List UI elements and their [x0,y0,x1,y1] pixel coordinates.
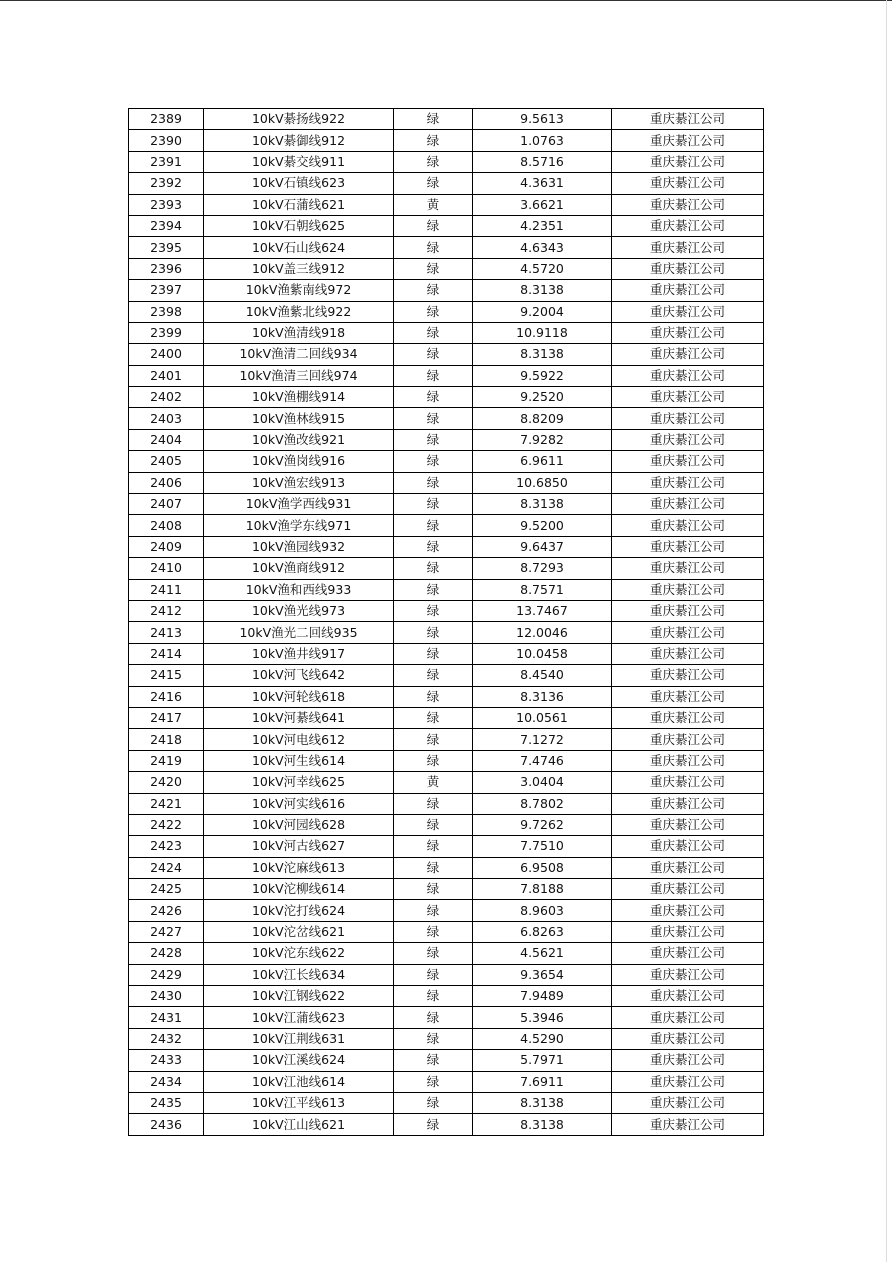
company-cell: 重庆綦江公司 [612,921,764,942]
row-number-cell: 2411 [129,579,204,600]
table-row [129,472,764,493]
table-row [129,536,764,557]
status-color-cell: 绿 [394,1050,473,1071]
company-cell: 重庆綦江公司 [612,729,764,750]
line-name-cell: 10kV河古线627 [204,836,394,857]
row-number-cell: 2430 [129,986,204,1007]
status-color-cell: 绿 [394,836,473,857]
company-cell: 重庆綦江公司 [612,879,764,900]
status-color-cell: 绿 [394,943,473,964]
line-name-cell: 10kV渔园线932 [204,536,394,557]
row-number-cell: 2432 [129,1028,204,1049]
row-number-cell: 2418 [129,729,204,750]
table-row [129,194,764,215]
status-color-cell: 黄 [394,194,473,215]
row-number-cell: 2414 [129,643,204,664]
line-name-cell: 10kV江山线621 [204,1114,394,1135]
value-cell: 9.3654 [473,964,612,985]
company-cell: 重庆綦江公司 [612,793,764,814]
row-number-cell: 2398 [129,301,204,322]
value-cell: 9.5613 [473,109,612,130]
table-row [129,943,764,964]
line-name-cell: 10kV江平线613 [204,1092,394,1113]
line-name-cell: 10kV渔岗线916 [204,451,394,472]
value-cell: 10.0561 [473,707,612,728]
status-color-cell: 绿 [394,387,473,408]
value-cell: 4.5290 [473,1028,612,1049]
table-row [129,1092,764,1113]
table-row [129,1007,764,1028]
company-cell: 重庆綦江公司 [612,387,764,408]
line-name-cell: 10kV河幸线625 [204,772,394,793]
status-color-cell: 绿 [394,964,473,985]
status-color-cell: 绿 [394,643,473,664]
company-cell: 重庆綦江公司 [612,173,764,194]
status-color-cell: 绿 [394,1114,473,1135]
row-number-cell: 2396 [129,258,204,279]
row-number-cell: 2390 [129,130,204,151]
row-number-cell: 2433 [129,1050,204,1071]
value-cell: 8.3138 [473,344,612,365]
company-cell: 重庆綦江公司 [612,215,764,236]
company-cell: 重庆綦江公司 [612,536,764,557]
table-row [129,921,764,942]
value-cell: 7.1272 [473,729,612,750]
company-cell: 重庆綦江公司 [612,237,764,258]
value-cell: 7.6911 [473,1071,612,1092]
row-number-cell: 2419 [129,750,204,771]
table-row [129,1050,764,1071]
status-color-cell: 绿 [394,451,473,472]
company-cell: 重庆綦江公司 [612,600,764,621]
status-color-cell: 绿 [394,1007,473,1028]
company-cell: 重庆綦江公司 [612,814,764,835]
table-row [129,814,764,835]
value-cell: 7.8188 [473,879,612,900]
company-cell: 重庆綦江公司 [612,1092,764,1113]
line-name-cell: 10kV河轮线618 [204,686,394,707]
row-number-cell: 2421 [129,793,204,814]
value-cell: 10.9118 [473,322,612,343]
status-color-cell: 绿 [394,986,473,1007]
value-cell: 8.9603 [473,900,612,921]
line-name-cell: 10kV渔光线973 [204,600,394,621]
line-name-cell: 10kV沱打线624 [204,900,394,921]
value-cell: 6.8263 [473,921,612,942]
table-row [129,494,764,515]
table-row [129,215,764,236]
status-color-cell: 绿 [394,665,473,686]
feeder-line-table [128,108,764,1136]
company-cell: 重庆綦江公司 [612,322,764,343]
table-row [129,429,764,450]
row-number-cell: 2413 [129,622,204,643]
company-cell: 重庆綦江公司 [612,686,764,707]
status-color-cell: 绿 [394,814,473,835]
value-cell: 1.0763 [473,130,612,151]
value-cell: 9.2520 [473,387,612,408]
line-name-cell: 10kV渔宏线913 [204,472,394,493]
row-number-cell: 2416 [129,686,204,707]
table-row [129,729,764,750]
row-number-cell: 2435 [129,1092,204,1113]
line-name-cell: 10kV江荆线631 [204,1028,394,1049]
status-color-cell: 绿 [394,900,473,921]
line-name-cell: 10kV盖三线912 [204,258,394,279]
row-number-cell: 2397 [129,280,204,301]
status-color-cell: 绿 [394,280,473,301]
line-name-cell: 10kV河綦线641 [204,707,394,728]
row-number-cell: 2426 [129,900,204,921]
status-color-cell: 绿 [394,408,473,429]
company-cell: 重庆綦江公司 [612,494,764,515]
company-cell: 重庆綦江公司 [612,579,764,600]
status-color-cell: 绿 [394,258,473,279]
table-row [129,900,764,921]
table-row [129,280,764,301]
row-number-cell: 2436 [129,1114,204,1135]
table-row [129,130,764,151]
status-color-cell: 绿 [394,365,473,386]
table-row [129,857,764,878]
company-cell: 重庆綦江公司 [612,301,764,322]
value-cell: 9.6437 [473,536,612,557]
value-cell: 3.0404 [473,772,612,793]
line-name-cell: 10kV石蒲线621 [204,194,394,215]
company-cell: 重庆綦江公司 [612,1028,764,1049]
status-color-cell: 绿 [394,494,473,515]
line-name-cell: 10kV綦扬线922 [204,109,394,130]
company-cell: 重庆綦江公司 [612,750,764,771]
line-name-cell: 10kV渔林线915 [204,408,394,429]
table-row [129,686,764,707]
company-cell: 重庆綦江公司 [612,1050,764,1071]
company-cell: 重庆綦江公司 [612,515,764,536]
value-cell: 8.3138 [473,1092,612,1113]
company-cell: 重庆綦江公司 [612,472,764,493]
row-number-cell: 2417 [129,707,204,728]
line-name-cell: 10kV江钢线622 [204,986,394,1007]
table-row [129,344,764,365]
status-color-cell: 绿 [394,1071,473,1092]
table-row [129,173,764,194]
line-name-cell: 10kV渔商线912 [204,558,394,579]
status-color-cell: 绿 [394,622,473,643]
status-color-cell: 绿 [394,1092,473,1113]
value-cell: 8.3138 [473,1114,612,1135]
row-number-cell: 2391 [129,151,204,172]
table-row [129,109,764,130]
status-color-cell: 绿 [394,857,473,878]
status-color-cell: 绿 [394,515,473,536]
row-number-cell: 2431 [129,1007,204,1028]
table-row [129,558,764,579]
table-row [129,515,764,536]
status-color-cell: 绿 [394,1028,473,1049]
status-color-cell: 绿 [394,173,473,194]
table-row [129,408,764,429]
line-name-cell: 10kV渔清三回线974 [204,365,394,386]
value-cell: 4.5720 [473,258,612,279]
value-cell: 7.9489 [473,986,612,1007]
row-number-cell: 2399 [129,322,204,343]
line-name-cell: 10kV渔和西线933 [204,579,394,600]
company-cell: 重庆綦江公司 [612,622,764,643]
row-number-cell: 2407 [129,494,204,515]
value-cell: 8.7293 [473,558,612,579]
value-cell: 8.4540 [473,665,612,686]
value-cell: 4.3631 [473,173,612,194]
value-cell: 8.3138 [473,494,612,515]
row-number-cell: 2424 [129,857,204,878]
row-number-cell: 2434 [129,1071,204,1092]
company-cell: 重庆綦江公司 [612,707,764,728]
company-cell: 重庆綦江公司 [612,151,764,172]
line-name-cell: 10kV渔清线918 [204,322,394,343]
line-name-cell: 10kV渔光二回线935 [204,622,394,643]
status-color-cell: 绿 [394,237,473,258]
row-number-cell: 2394 [129,215,204,236]
row-number-cell: 2408 [129,515,204,536]
line-name-cell: 10kV渔紫南线972 [204,280,394,301]
status-color-cell: 黄 [394,772,473,793]
status-color-cell: 绿 [394,322,473,343]
table-row [129,750,764,771]
line-name-cell: 10kV渔清二回线934 [204,344,394,365]
line-name-cell: 10kV渔棚线914 [204,387,394,408]
company-cell: 重庆綦江公司 [612,194,764,215]
company-cell: 重庆綦江公司 [612,344,764,365]
table-row [129,151,764,172]
line-name-cell: 10kV河实线616 [204,793,394,814]
table-row [129,237,764,258]
value-cell: 13.7467 [473,600,612,621]
row-number-cell: 2405 [129,451,204,472]
row-number-cell: 2427 [129,921,204,942]
line-name-cell: 10kV江蒲线623 [204,1007,394,1028]
company-cell: 重庆綦江公司 [612,900,764,921]
status-color-cell: 绿 [394,600,473,621]
row-number-cell: 2420 [129,772,204,793]
company-cell: 重庆綦江公司 [612,1007,764,1028]
value-cell: 7.9282 [473,429,612,450]
status-color-cell: 绿 [394,750,473,771]
value-cell: 6.9508 [473,857,612,878]
table-row [129,707,764,728]
status-color-cell: 绿 [394,429,473,450]
row-number-cell: 2393 [129,194,204,215]
table-row [129,879,764,900]
company-cell: 重庆綦江公司 [612,964,764,985]
value-cell: 12.0046 [473,622,612,643]
company-cell: 重庆綦江公司 [612,836,764,857]
value-cell: 8.5716 [473,151,612,172]
row-number-cell: 2428 [129,943,204,964]
table-row [129,665,764,686]
line-name-cell: 10kV渔学东线971 [204,515,394,536]
value-cell: 9.5922 [473,365,612,386]
table-row [129,365,764,386]
company-cell: 重庆綦江公司 [612,643,764,664]
line-name-cell: 10kV渔紫北线922 [204,301,394,322]
status-color-cell: 绿 [394,921,473,942]
table-row [129,793,764,814]
company-cell: 重庆綦江公司 [612,280,764,301]
company-cell: 重庆綦江公司 [612,857,764,878]
row-number-cell: 2423 [129,836,204,857]
line-name-cell: 10kV沱岔线621 [204,921,394,942]
status-color-cell: 绿 [394,558,473,579]
status-color-cell: 绿 [394,344,473,365]
company-cell: 重庆綦江公司 [612,258,764,279]
table-row [129,451,764,472]
status-color-cell: 绿 [394,151,473,172]
table-row [129,1114,764,1135]
company-cell: 重庆綦江公司 [612,665,764,686]
value-cell: 5.7971 [473,1050,612,1071]
table-row [129,600,764,621]
line-name-cell: 10kV沱麻线613 [204,857,394,878]
line-name-cell: 10kV江溪线624 [204,1050,394,1071]
line-name-cell: 10kV石朝线625 [204,215,394,236]
table-row [129,301,764,322]
value-cell: 4.5621 [473,943,612,964]
value-cell: 6.9611 [473,451,612,472]
company-cell: 重庆綦江公司 [612,772,764,793]
value-cell: 8.8209 [473,408,612,429]
value-cell: 8.3136 [473,686,612,707]
value-cell: 8.7571 [473,579,612,600]
status-color-cell: 绿 [394,215,473,236]
company-cell: 重庆綦江公司 [612,408,764,429]
value-cell: 10.6850 [473,472,612,493]
row-number-cell: 2422 [129,814,204,835]
line-name-cell: 10kV河园线628 [204,814,394,835]
table-row [129,322,764,343]
table-row [129,1028,764,1049]
line-name-cell: 10kV渔学西线931 [204,494,394,515]
table-row [129,986,764,1007]
row-number-cell: 2400 [129,344,204,365]
row-number-cell: 2415 [129,665,204,686]
status-color-cell: 绿 [394,579,473,600]
row-number-cell: 2406 [129,472,204,493]
value-cell: 4.6343 [473,237,612,258]
value-cell: 7.4746 [473,750,612,771]
line-name-cell: 10kV沱柳线614 [204,879,394,900]
table-row [129,258,764,279]
line-name-cell: 10kV河飞线642 [204,665,394,686]
table-row [129,964,764,985]
row-number-cell: 2403 [129,408,204,429]
row-number-cell: 2392 [129,173,204,194]
table-row [129,772,764,793]
company-cell: 重庆綦江公司 [612,986,764,1007]
value-cell: 10.0458 [473,643,612,664]
line-name-cell: 10kV渔井线917 [204,643,394,664]
company-cell: 重庆綦江公司 [612,943,764,964]
line-name-cell: 10kV渔改线921 [204,429,394,450]
row-number-cell: 2395 [129,237,204,258]
value-cell: 4.2351 [473,215,612,236]
status-color-cell: 绿 [394,729,473,750]
value-cell: 8.7802 [473,793,612,814]
line-name-cell: 10kV河电线612 [204,729,394,750]
page-top-border [0,0,892,1]
status-color-cell: 绿 [394,301,473,322]
row-number-cell: 2389 [129,109,204,130]
value-cell: 7.7510 [473,836,612,857]
line-name-cell: 10kV河生线614 [204,750,394,771]
value-cell: 3.6621 [473,194,612,215]
row-number-cell: 2429 [129,964,204,985]
line-name-cell: 10kV石山线624 [204,237,394,258]
row-number-cell: 2404 [129,429,204,450]
row-number-cell: 2402 [129,387,204,408]
page-right-edge [886,0,887,1262]
value-cell: 8.3138 [473,280,612,301]
company-cell: 重庆綦江公司 [612,558,764,579]
company-cell: 重庆綦江公司 [612,130,764,151]
company-cell: 重庆綦江公司 [612,451,764,472]
line-name-cell: 10kV沱东线622 [204,943,394,964]
status-color-cell: 绿 [394,686,473,707]
company-cell: 重庆綦江公司 [612,1071,764,1092]
status-color-cell: 绿 [394,472,473,493]
table-row [129,836,764,857]
value-cell: 9.7262 [473,814,612,835]
line-name-cell: 10kV江池线614 [204,1071,394,1092]
line-name-cell: 10kV綦御线912 [204,130,394,151]
company-cell: 重庆綦江公司 [612,1114,764,1135]
row-number-cell: 2410 [129,558,204,579]
status-color-cell: 绿 [394,793,473,814]
line-name-cell: 10kV石镇线623 [204,173,394,194]
table-row [129,1071,764,1092]
company-cell: 重庆綦江公司 [612,109,764,130]
row-number-cell: 2412 [129,600,204,621]
table-body [129,109,764,1136]
value-cell: 5.3946 [473,1007,612,1028]
table-row [129,643,764,664]
status-color-cell: 绿 [394,536,473,557]
value-cell: 9.5200 [473,515,612,536]
line-name-cell: 10kV綦交线911 [204,151,394,172]
table-row [129,622,764,643]
line-name-cell: 10kV江长线634 [204,964,394,985]
status-color-cell: 绿 [394,130,473,151]
status-color-cell: 绿 [394,109,473,130]
row-number-cell: 2409 [129,536,204,557]
row-number-cell: 2425 [129,879,204,900]
company-cell: 重庆綦江公司 [612,365,764,386]
table-row [129,387,764,408]
table-row [129,579,764,600]
status-color-cell: 绿 [394,879,473,900]
status-color-cell: 绿 [394,707,473,728]
value-cell: 9.2004 [473,301,612,322]
row-number-cell: 2401 [129,365,204,386]
company-cell: 重庆綦江公司 [612,429,764,450]
